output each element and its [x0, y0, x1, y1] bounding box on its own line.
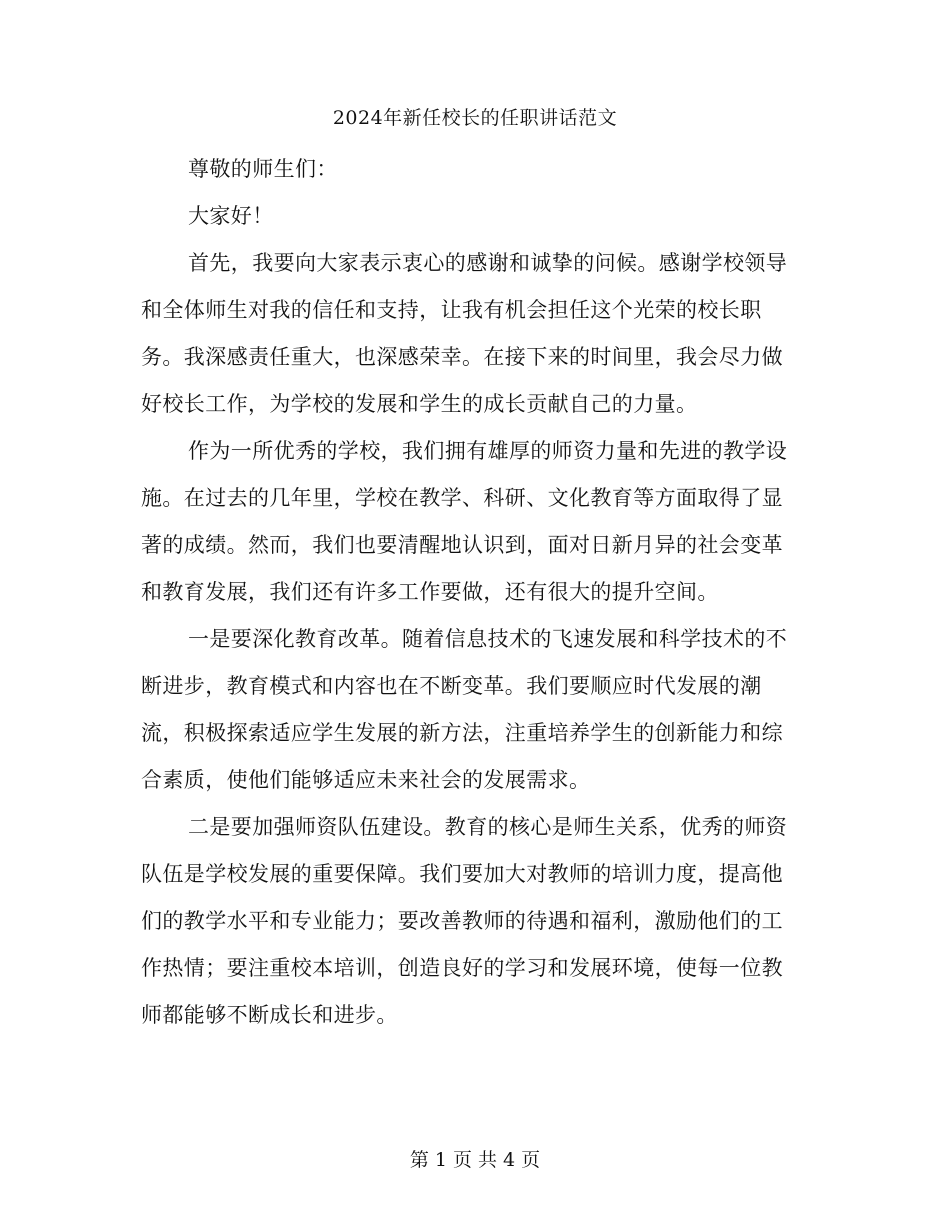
paragraph-4-line-3: 们的教学水平和专业能力；要改善教师的待遇和福利，激励他们的工: [141, 909, 783, 933]
paragraph-2-line-2: 施。在过去的几年里，学校在教学、科研、文化教育等方面取得了显: [141, 486, 783, 510]
paragraph-4-line-2: 队伍是学校发展的重要保障。我们要加大对教师的培训力度，提高他: [141, 862, 783, 886]
paragraph-1-line-4: 好校长工作，为学校的发展和学生的成长贡献自己的力量。: [141, 392, 698, 416]
paragraph-4-line-4: 作热情；要注重校本培训，创造良好的学习和发展环境，使每一位教: [141, 956, 783, 980]
paragraph-2-line-3: 著的成绩。然而，我们也要清醒地认识到，面对日新月异的社会变革: [141, 533, 783, 557]
paragraph-1-line-2: 和全体师生对我的信任和支持，让我有机会担任这个光荣的校长职: [141, 298, 762, 322]
paragraph-2-line-4: 和教育发展，我们还有许多工作要做，还有很大的提升空间。: [141, 580, 719, 604]
paragraph-4-line-1: 二是要加强师资队伍建设。教育的核心是师生关系，优秀的师资: [188, 815, 788, 839]
paragraph-1-line-3: 务。我深感责任重大，也深感荣幸。在接下来的时间里，我会尽力做: [141, 345, 783, 369]
document-title: 2024年新任校长的任职讲话范文: [332, 107, 618, 129]
page-number-footer: 第 1 页 共 4 页: [409, 1149, 541, 1171]
paragraph-4-line-5: 师都能够不断成长和进步。: [141, 1003, 398, 1027]
paragraph-3-line-4: 合素质，使他们能够适应未来社会的发展需求。: [141, 768, 591, 792]
paragraph-3-line-3: 流，积极探索适应学生发展的新方法，注重培养学生的创新能力和综: [141, 721, 783, 745]
paragraph-3-line-2: 断进步，教育模式和内容也在不断变革。我们要顺应时代发展的潮: [141, 674, 762, 698]
paragraph-2-line-1: 作为一所优秀的学校，我们拥有雄厚的师资力量和先进的教学设: [188, 439, 788, 463]
greeting: 大家好！: [188, 204, 274, 228]
salutation: 尊敬的师生们：: [188, 157, 338, 181]
paragraph-1-line-1: 首先，我要向大家表示衷心的感谢和诚挚的问候。感谢学校领导: [188, 251, 788, 275]
paragraph-3-line-1: 一是要深化教育改革。随着信息技术的飞速发展和科学技术的不: [188, 627, 788, 651]
